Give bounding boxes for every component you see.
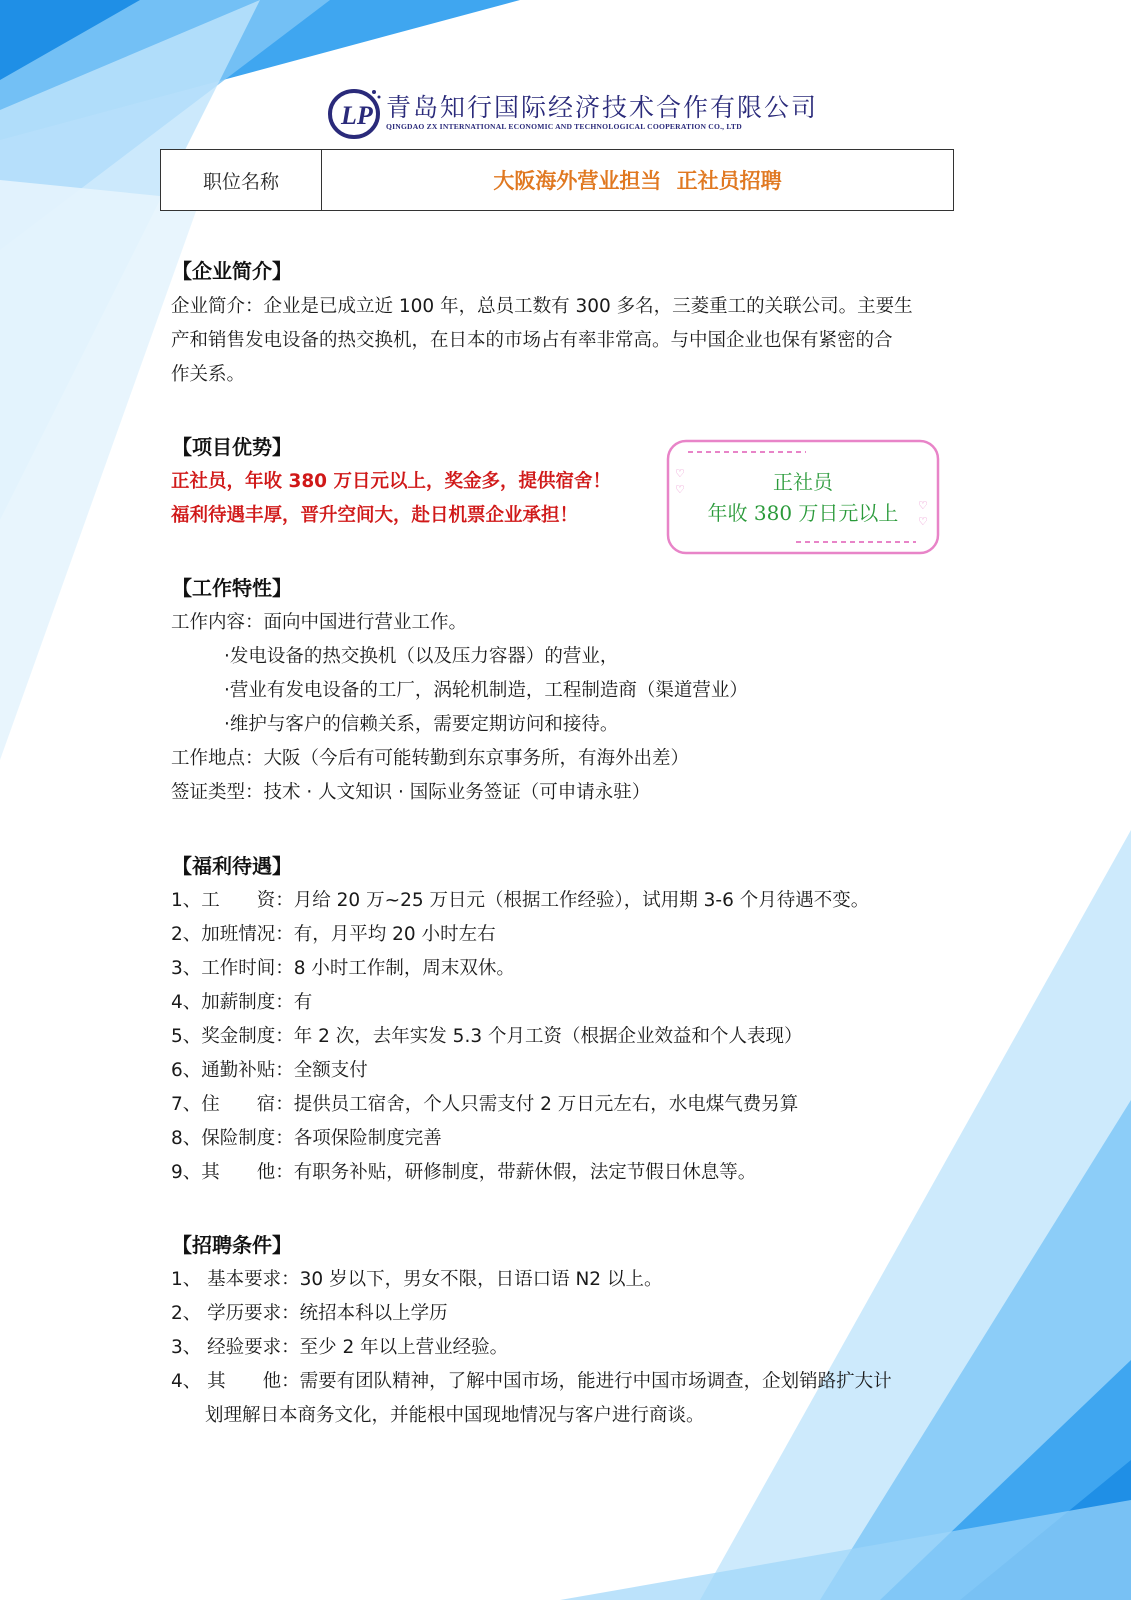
- benefit-item: 4、加薪制度：有: [171, 992, 313, 1013]
- requirement-continuation: 划理解日本商务文化，并能根中国现地情况与客户进行商谈。: [205, 1405, 705, 1426]
- stamp-line2: 年收 380 万日元以上: [707, 501, 899, 525]
- company-intro-line: 产和销售发电设备的热交换机，在日本的市场占有率非常高。与中国企业也保有紧密的合: [171, 330, 893, 351]
- company-name-en: QINGDAO ZX INTERNATIONAL ECONOMIC AND TECHNOLOGICAL COOPERATION CO., LTD: [386, 122, 742, 131]
- benefit-item: 2、加班情况：有，月平均 20 小时左右: [171, 924, 496, 945]
- advantage-line: 正社员，年收 380 万日元以上，奖金多，提供宿舍！: [171, 471, 612, 492]
- work-bullet: ·维护与客户的信赖关系，需要定期访问和接待。: [224, 714, 619, 735]
- work-heading: 【工作特性】: [172, 576, 292, 600]
- work-content: 工作内容：面向中国进行营业工作。: [171, 612, 468, 633]
- position-value: 大阪海外营业担当 正社员招聘: [493, 169, 782, 193]
- requirement-item: 2、 学历要求：统招本科以上学历: [171, 1303, 448, 1324]
- position-title-table: [160, 149, 954, 211]
- svg-text:♡: ♡: [675, 467, 685, 480]
- requirements-heading: 【招聘条件】: [172, 1233, 292, 1257]
- company-name-cn: 青岛知行国际经济技术合作有限公司: [386, 93, 819, 122]
- advantage-line: 福利待遇丰厚，晋升空间大，赴日机票企业承担！: [171, 505, 579, 526]
- company-logo-icon: [328, 84, 384, 140]
- company-logo: [328, 84, 819, 140]
- svg-text:♡: ♡: [918, 499, 928, 512]
- work-bullet: ·营业有发电设备的工厂，涡轮机制造，工程制造商（渠道营业）: [224, 680, 748, 701]
- position-label: 职位名称: [161, 150, 322, 210]
- company-intro-heading: 【企业简介】: [172, 259, 292, 283]
- svg-text:♡: ♡: [675, 483, 685, 496]
- requirement-item: 4、 其 他：需要有团队精神，了解中国市场，能进行中国市场调查，企划销路扩大计: [171, 1371, 892, 1392]
- benefit-item: 6、通勤补贴：全额支付: [171, 1060, 368, 1081]
- salary-stamp: [666, 467, 940, 529]
- svg-text:♡: ♡: [918, 515, 928, 528]
- svg-text:LP: LP: [341, 101, 373, 130]
- visa-type: 签证类型：技术 · 人文知识 · 国际业务签证（可申请永驻）: [171, 782, 651, 803]
- benefits-heading: 【福利待遇】: [172, 854, 292, 878]
- benefit-item: 8、保险制度：各项保险制度完善: [171, 1128, 442, 1149]
- benefit-item: 9、其 他：有职务补贴，研修制度，带薪休假，法定节假日休息等。: [171, 1162, 757, 1183]
- requirement-item: 3、 经验要求：至少 2 年以上营业经验。: [171, 1337, 509, 1358]
- company-intro-line: 作关系。: [171, 364, 246, 385]
- company-intro-line: 企业简介：企业是已成立近 100 年，总员工数有 300 多名，三菱重工的关联公司。主要生: [171, 296, 913, 317]
- stamp-line1: 正社员: [773, 470, 833, 494]
- work-bullet: ·发电设备的热交换机（以及压力容器）的营业，: [224, 646, 619, 667]
- benefit-item: 7、住 宿：提供员工宿舍，个人只需支付 2 万日元左右，水电煤气费另算: [171, 1094, 799, 1115]
- work-location: 工作地点：大阪（今后有可能转勤到东京事务所，有海外出差）: [171, 748, 690, 769]
- advantages-heading: 【项目优势】: [172, 435, 292, 459]
- benefit-item: 5、奖金制度：年 2 次，去年实发 5.3 个月工资（根据企业效益和个人表现）: [171, 1026, 803, 1047]
- requirement-item: 1、 基本要求：30 岁以下，男女不限，日语口语 N2 以上。: [171, 1269, 663, 1290]
- benefit-item: 1、工 资：月给 20 万~25 万日元（根据工作经验），试用期 3-6 个月待遇不变。: [171, 890, 870, 911]
- benefit-item: 3、工作时间：8 小时工作制，周末双休。: [171, 958, 515, 979]
